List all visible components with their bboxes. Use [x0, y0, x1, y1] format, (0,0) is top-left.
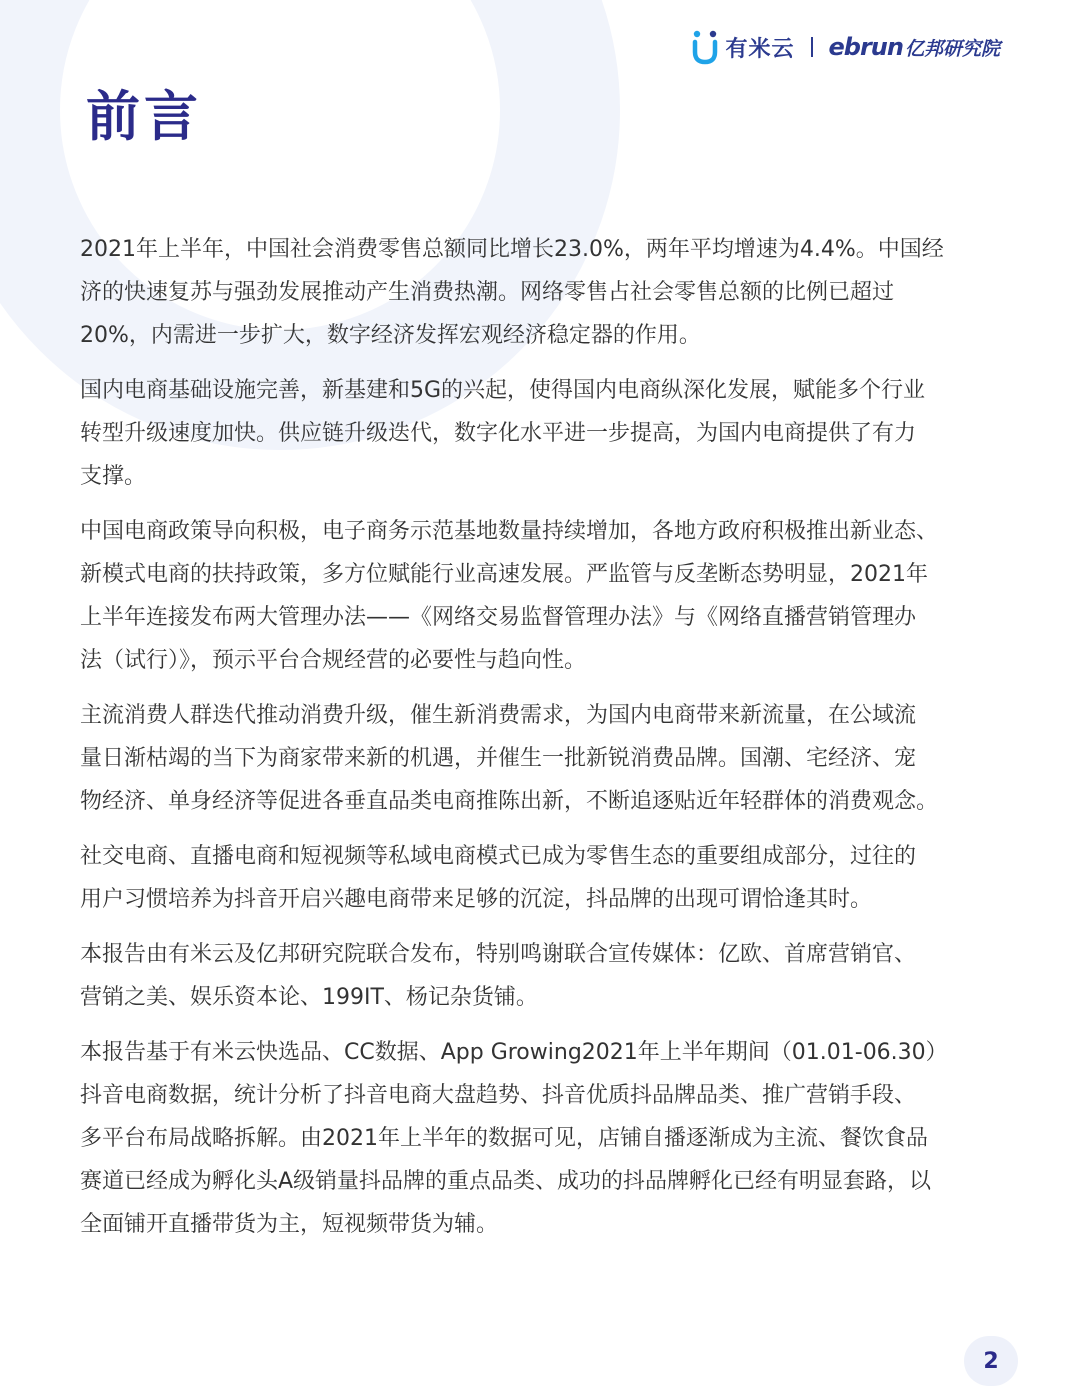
paragraph-consumer-upgrade: 主流消费人群迭代推动消费升级，催生新消费需求，为国内电商带来新流量，在公域流 量日渐枯竭的当下为商家带来新的机遇，并催生一批新锐消费品牌。国潮、宅经济、宠 物经济、单身经济等促进各垂直品类电商推陈出新，不断追逐贴近年轻群体的消费观念。	[80, 703, 939, 814]
youmi-logo-text: 有米云	[725, 36, 795, 62]
paragraph-consumption-overview: 2021年上半年，中国社会消费零售总额同比增长23.0%，两年平均增速为4.4%。中国经 济的快速复苏与强劲发展推动产生消费热潮。网络零售占社会零售总额的比例已超过 20%，内需进一步扩大，数字经济发挥宏观经济稳定器的作用。	[80, 237, 944, 348]
youmi-logo	[690, 28, 795, 66]
paragraph-policy: 中国电商政策导向积极，电子商务示范基地数量持续增加，各地方政府积极推出新业态、 新模式电商的扶持政策，多方位赋能行业高速发展。严监管与反垄断态势明显，2021年 上半年连接发布两大管理办法——《网络交易监督管理办法》与《网络直播营销管理办 法（试行）》，预示平台合规经营的必要性与趋向性。	[80, 519, 939, 673]
paragraph-acknowledgements: 本报告由有米云及亿邦研究院联合发布，特别鸣谢联合宣传媒体：亿欧、首席营销官、 营销之美、娱乐资本论、199IT、杨记杂货铺。	[80, 942, 917, 1010]
ebrun-logo-word: ebrun	[828, 33, 903, 61]
paragraph-report-scope: 本报告基于有米云快选品、CC数据、App Growing2021年上半年期间（01.01-06.30） 抖音电商数据，统计分析了抖音电商大盘趋势、抖音优质抖品牌品类、推广营销手段、 多平台布局战略拆解。由2021年上半年的数据可见，店铺自播逐渐成为主流、餐饮食品 赛道已经成为孵化头A级销量抖品牌的重点品类、成功的抖品牌孵化已经有明显套路，以 全面铺开直播带货为主，短视频带货为辅。	[80, 1040, 948, 1237]
paragraph-infrastructure: 国内电商基础设施完善，新基建和5G的兴起，使得国内电商纵深化发展，赋能多个行业 转型升级速度加快。供应链升级迭代，数字化水平进一步提高，为国内电商提供了有力 支撑。	[80, 378, 926, 489]
page-title: 前言	[86, 85, 202, 148]
youmi-logo-icon	[690, 28, 720, 66]
ebrun-logo-cn-text: 亿邦研究院	[904, 38, 1000, 60]
logo-separator	[811, 37, 813, 57]
ebrun-logo	[829, 33, 1000, 61]
header-logos	[690, 28, 1001, 66]
preface-body	[80, 228, 1020, 1258]
page-number: 2	[964, 1336, 1018, 1386]
paragraph-social-commerce: 社交电商、直播电商和短视频等私域电商模式已成为零售生态的重要组成部分，过往的 用户习惯培养为抖音开启兴趣电商带来足够的沉淀，抖品牌的出现可谓恰逢其时。	[80, 844, 917, 912]
